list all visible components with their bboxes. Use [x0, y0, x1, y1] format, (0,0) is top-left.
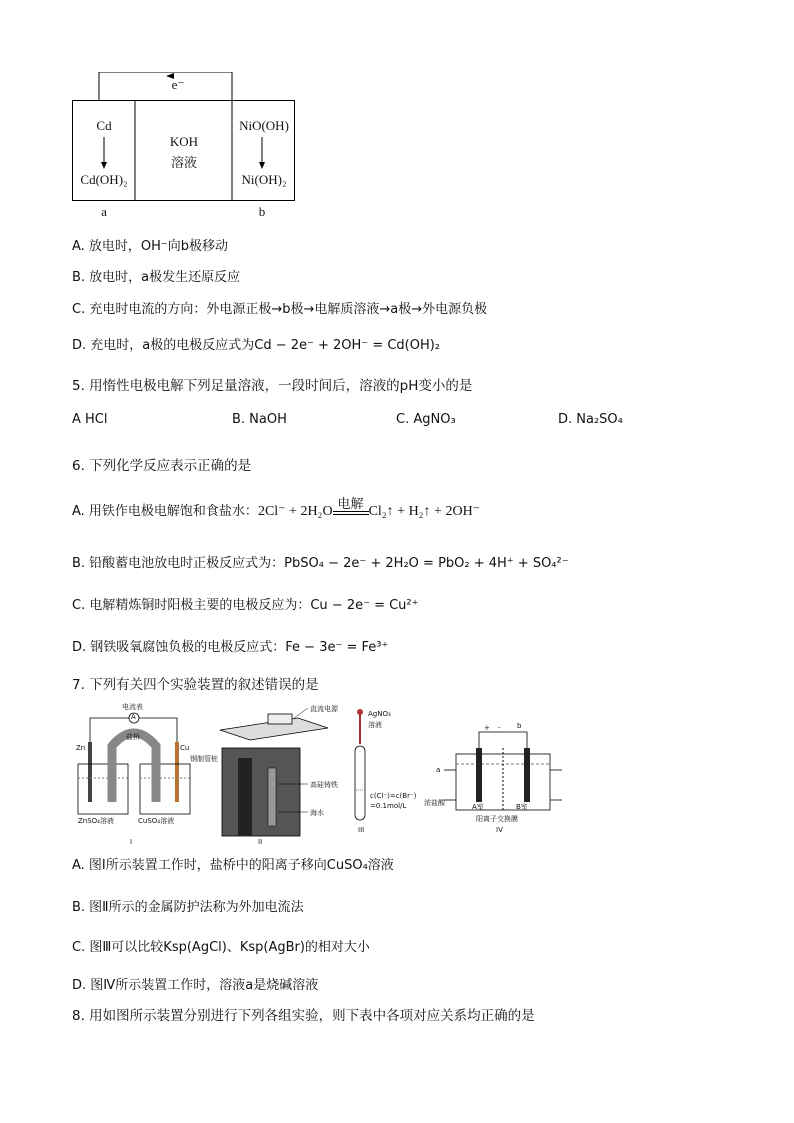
anode-label: 高硅铸铁	[310, 781, 338, 789]
agno3-label-2: 溶液	[368, 721, 382, 729]
q5-option-b: B. NaOH	[232, 412, 287, 427]
zn-label: Zn	[76, 744, 86, 752]
left-top-label: Cd	[96, 118, 112, 133]
electron-label: e⁻	[171, 77, 185, 92]
q6-option-a	[72, 497, 481, 520]
q6-condition	[333, 497, 369, 520]
figure-3-test-tube	[355, 709, 365, 820]
solution-a-label: a	[436, 766, 441, 774]
q6-condition-label: 电解	[337, 497, 364, 512]
dc-power-icon	[268, 714, 292, 724]
q8-stem: 8. 用如图所示装置分别进行下列各组实验，则下表中各项对应关系均正确的是	[72, 1008, 535, 1024]
q6-option-c: C. 电解精炼铜时阳极主要的电极反应为：Cu − 2e⁻ = Cu²⁺	[72, 598, 419, 613]
salt-bridge	[112, 733, 156, 802]
salt-bridge-label: 盐桥	[126, 733, 140, 741]
battery-diagram	[72, 72, 297, 222]
apparatus-figures	[72, 702, 562, 850]
q5-option-c: C. AgNO₃	[396, 412, 456, 427]
concentration-label: c(Cl⁻)=c(Br⁻)	[370, 792, 417, 800]
q7-stem: 7. 下列有关四个实验装置的叙述错误的是	[72, 677, 319, 693]
q5-option-a: A HCl	[72, 412, 108, 427]
q6-stem: 6. 下列化学反应表示正确的是	[72, 458, 252, 474]
q6-option-a-text: A. 用铁作电极电解饱和食盐水：	[72, 504, 258, 519]
q5-option-d: D. Na₂SO₄	[558, 412, 623, 427]
hcl-label: 浓盐酸	[424, 799, 445, 807]
q7-option-d: D. 图Ⅳ所示装置工作时，溶液a是烧碱溶液	[72, 978, 319, 993]
steel-pile	[238, 758, 252, 836]
q4-option-a: A. 放电时，OH⁻向b极移动	[72, 239, 229, 254]
chamber-a-label: A室	[472, 803, 484, 811]
znso4-label: ZnSO₄溶液	[78, 817, 114, 825]
zn-electrode	[88, 742, 92, 802]
plus-label: +	[484, 724, 490, 732]
chamber-b-label: B室	[516, 803, 528, 811]
dropper-icon	[357, 709, 363, 715]
dc-power-label: 直流电源	[310, 705, 338, 713]
q4-option-d: D. 充电时，a极的电极反应式为Cd − 2e⁻ + 2OH⁻ = Cd(OH)₂	[72, 338, 441, 353]
solution-b-label: b	[517, 722, 522, 730]
cuso4-label: CuSO₄溶液	[138, 817, 175, 825]
concentration-label-2: =0.1mol/L	[370, 802, 407, 810]
q6-option-b: B. 铅酸蓄电池放电时正极反应式为：PbSO₄ − 2e⁻ + 2H₂O = PbO₂ + 4H⁺ + SO₄²⁻	[72, 556, 569, 571]
figure-2-numeral: II	[258, 838, 263, 846]
steel-pile-label: 钢制管桩	[190, 755, 218, 763]
q6-option-a-eq-right: Cl₂↑ + H₂↑ + 2OH⁻	[368, 504, 481, 519]
figure-4-numeral: IV	[496, 826, 503, 834]
agno3-label: AgNO₃	[368, 710, 391, 718]
down-arrow-icon	[101, 162, 107, 169]
cu-label: Cu	[180, 744, 190, 752]
q5-options	[72, 412, 752, 432]
figure-1-galvanic-cell	[78, 713, 190, 814]
minus-label: -	[498, 724, 501, 732]
electrolyte-label-2: 溶液	[170, 156, 197, 171]
q7-option-b: B. 图Ⅱ所示的金属防护法称为外加电流法	[72, 900, 304, 915]
right-top-label: NiO(OH)	[239, 118, 289, 133]
figure-1-numeral: I	[130, 838, 133, 846]
ammeter-symbol: A	[131, 713, 136, 721]
electrode-b-label: b	[258, 204, 266, 219]
q5-stem: 5. 用惰性电极电解下列足量溶液，一段时间后，溶液的pH变小的是	[72, 378, 473, 394]
left-bottom-label: Cd(OH)₂	[80, 172, 128, 187]
figure-4-electrolysis	[444, 732, 562, 810]
q7-option-c: C. 图Ⅲ可以比较Ksp(AgCl)、Ksp(AgBr)的相对大小	[72, 940, 370, 955]
ammeter-label: 电流表	[122, 703, 143, 711]
q6-option-a-eq-left: 2Cl⁻ + 2H₂O	[257, 504, 333, 519]
down-arrow-icon	[259, 162, 265, 169]
electrolyte-label-1: KOH	[169, 134, 199, 149]
q4-option-c: C. 充电时电流的方向：外电源正极→b极→电解质溶液→a极→外电源负极	[72, 302, 488, 317]
q7-option-a: A. 图Ⅰ所示装置工作时，盐桥中的阳离子移向CuSO₄溶液	[72, 858, 394, 873]
seawater-label: 海水	[310, 809, 324, 817]
membrane-label: 阳离子交换膜	[476, 815, 518, 823]
figure-3-numeral: III	[358, 826, 365, 834]
electrode-a-label: a	[101, 204, 107, 219]
q4-option-b: B. 放电时，a极发生还原反应	[72, 270, 241, 285]
silicon-iron-anode	[268, 768, 276, 826]
q6-option-d: D. 钢铁吸氧腐蚀负极的电极反应式：Fe − 3e⁻ = Fe³⁺	[72, 640, 389, 655]
cu-electrode	[175, 742, 179, 802]
right-bottom-label: Ni(OH)₂	[241, 172, 287, 187]
